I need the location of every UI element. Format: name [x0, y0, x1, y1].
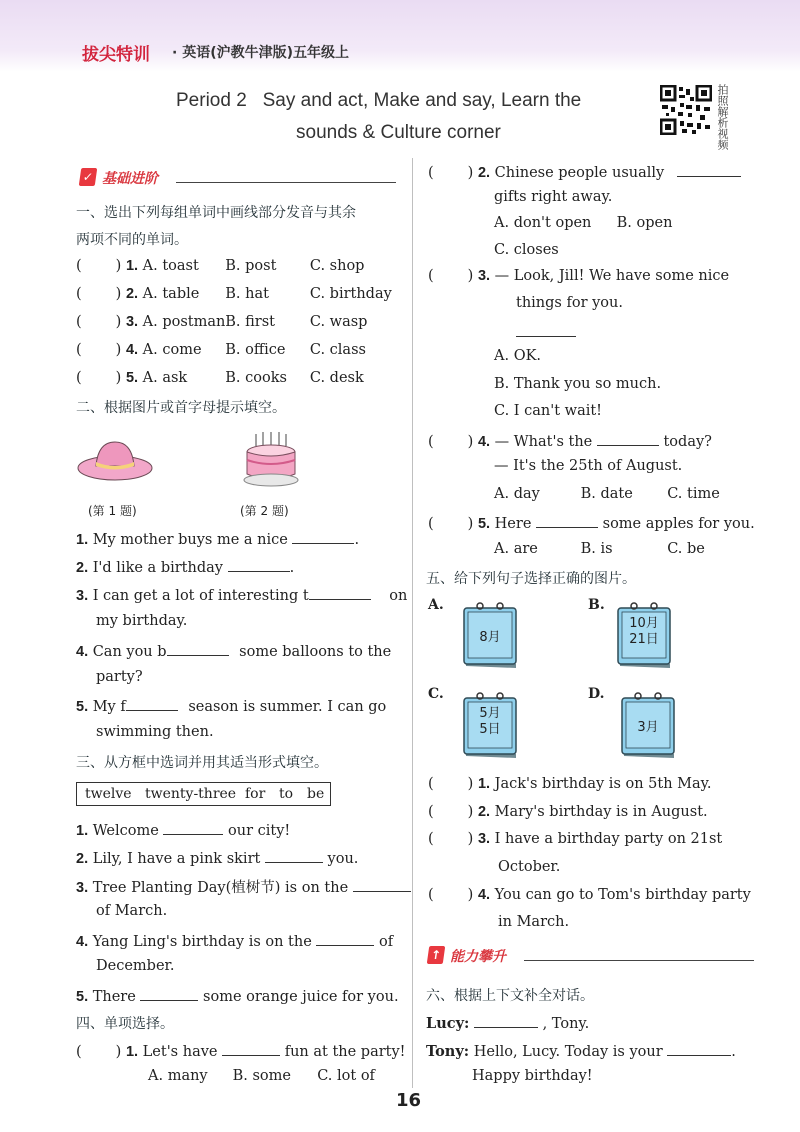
calendar-a-letter: A.	[428, 597, 444, 613]
q4-item-1-options: A. many B. some C. lot of	[148, 1068, 375, 1084]
q5-heading: 五、给下列句子选择正确的图片。	[426, 571, 636, 587]
calendar-a-month: 8月	[479, 630, 501, 645]
q3-sentence-2: 2. Lily, I have a pink skirt you.	[76, 848, 358, 867]
section-label: 基础进阶	[102, 171, 158, 187]
birthday-cake-icon	[242, 430, 300, 490]
q4-item-4-cont: — It's the 25th of August.	[494, 458, 683, 474]
calendar-b	[614, 600, 676, 670]
q6-line-tony: Tony: Hello, Lucy. Today is your .	[426, 1043, 736, 1060]
q5-sentence-1: ( ) 1. Jack's birthday is on 5th May.	[428, 776, 712, 792]
q2-sentence-5: 5. My f season is summer. I can go	[76, 696, 386, 715]
q3-sentence-1: 1. Welcome our city!	[76, 820, 290, 839]
answer-blank[interactable]	[316, 931, 374, 946]
banner-rule	[524, 960, 754, 961]
q3-sentence-3: 3. Tree Planting Day(植树节) is on the	[76, 876, 411, 897]
answer-blank[interactable]	[292, 529, 354, 544]
page-title-line2: sounds & Culture corner	[296, 122, 501, 143]
q2-sentence-4: 4. Can you b some balloons to the	[76, 641, 391, 660]
section-label: 能力攀升	[450, 949, 506, 965]
calendar-a	[460, 600, 522, 670]
calendar-c	[460, 690, 522, 760]
word-option: twelve	[85, 786, 132, 802]
page-title-line1: Period 2 Say and act, Make and say, Learn the	[176, 90, 582, 111]
q5-sentence-4-cont: in March.	[498, 914, 570, 930]
answer-blank[interactable]	[309, 585, 371, 600]
q1-item-1: ( ) 1. A. toast B. post C. shop	[76, 258, 365, 274]
q1-item-3: ( ) 3. A. postman B. first C. wasp	[76, 314, 368, 330]
answer-blank[interactable]	[222, 1041, 280, 1056]
q6-line-lucy: Lucy: , Tony.	[426, 1015, 590, 1032]
answer-blank[interactable]	[126, 696, 178, 711]
qr-caption: 拍照解析视频	[716, 84, 729, 150]
answer-blank[interactable]	[228, 557, 290, 572]
q6-heading: 六、根据上下文补全对话。	[426, 988, 594, 1004]
calendar-d-letter: D.	[588, 686, 605, 702]
q4-item-5-options: A. are B. is C. be	[494, 541, 705, 557]
calendar-c-month: 5月	[479, 706, 501, 721]
word-option: twenty-three	[145, 786, 237, 802]
section-banner-basic	[80, 168, 400, 190]
q4-item-3-option-a: A. OK.	[494, 348, 542, 364]
q5-sentence-4: ( ) 4. You can go to Tom's birthday party	[428, 887, 751, 903]
calendar-d-month: 3月	[637, 720, 659, 735]
q3-sentence-3-cont: of March.	[96, 903, 168, 919]
q4-item-3-option-b: B. Thank you so much.	[494, 376, 662, 392]
q4-item-2-option-c: C. closes	[494, 242, 559, 258]
q4-item-4-options: A. day B. date C. time	[494, 486, 720, 502]
word-box	[76, 782, 331, 806]
calendar-c-day: 5日	[479, 722, 501, 737]
q2-sentence-3: 3. I can get a lot of interesting t on	[76, 585, 407, 604]
q4-item-3: ( ) 3. — Look, Jill! We have some nice	[428, 268, 730, 284]
q4-item-4: ( ) 4. — What's the today?	[428, 431, 712, 450]
section-tag-icon: ✓	[79, 168, 98, 186]
answer-blank[interactable]	[667, 1041, 731, 1056]
calendar-d	[618, 690, 680, 760]
word-option: to	[279, 786, 294, 802]
q2-sentence-5-cont: swimming then.	[96, 724, 214, 740]
q3-sentence-5: 5. There some orange juice for you.	[76, 986, 399, 1005]
book-series: · 英语(沪教牛津版)五年级上	[172, 45, 349, 61]
q2-heading: 二、根据图片或首字母提示填空。	[76, 400, 286, 416]
sun-hat-icon	[76, 438, 154, 482]
banner-rule	[176, 182, 396, 183]
answer-blank[interactable]	[536, 513, 598, 528]
q3-sentence-4: 4. Yang Ling's birthday is on the of	[76, 931, 393, 950]
q4-item-2-cont: gifts right away.	[494, 189, 613, 205]
calendar-b-day: 21日	[629, 632, 659, 647]
q4-item-3-option-c: C. I can't wait!	[494, 403, 603, 419]
q4-item-2-options-ab: A. don't open B. open	[494, 215, 673, 231]
word-option: for	[245, 786, 266, 802]
answer-blank[interactable]	[140, 986, 198, 1001]
q5-sentence-3: ( ) 3. I have a birthday party on 21st	[428, 831, 723, 847]
q1-heading-line2: 两项不同的单词。	[76, 232, 188, 248]
q1-heading-line1: 一、选出下列每组单词中画线部分发音与其余	[76, 205, 356, 221]
section-banner-ability	[428, 946, 758, 968]
page-number: 16	[396, 1090, 422, 1111]
q4-item-2: ( ) 2. Chinese people usually	[428, 162, 741, 181]
q5-sentence-2: ( ) 2. Mary's birthday is in August.	[428, 804, 708, 820]
answer-blank[interactable]	[597, 431, 659, 446]
caption-2: (第 2 题)	[240, 504, 289, 518]
section-tag-icon: ↑	[427, 946, 446, 964]
q6-line-tony-cont: Happy birthday!	[472, 1068, 593, 1084]
q2-sentence-4-cont: party?	[96, 669, 143, 685]
calendar-c-letter: C.	[428, 686, 444, 702]
brand-logo: 拔尖特训	[82, 45, 150, 65]
q4-item-3-cont: things for you.	[516, 295, 623, 311]
q2-sentence-1: 1. My mother buys me a nice .	[76, 529, 359, 548]
answer-blank[interactable]	[163, 820, 223, 835]
q4-item-1: ( ) 1. Let's have fun at the party!	[76, 1041, 406, 1060]
answer-blank[interactable]	[677, 162, 741, 177]
q1-item-2: ( ) 2. A. table B. hat C. birthday	[76, 286, 392, 302]
answer-blank[interactable]	[474, 1013, 538, 1028]
calendar-b-letter: B.	[588, 597, 605, 613]
answer-blank[interactable]	[265, 848, 323, 863]
qr-code-icon[interactable]	[660, 85, 712, 135]
calendar-b-month: 10月	[629, 616, 659, 631]
q3-sentence-4-cont: December.	[96, 958, 175, 974]
q1-item-4: ( ) 4. A. come B. office C. class	[76, 342, 366, 358]
column-divider	[412, 158, 413, 1088]
caption-1: (第 1 题)	[88, 504, 137, 518]
q5-sentence-3-cont: October.	[498, 859, 561, 875]
q1-item-5: ( ) 5. A. ask B. cooks C. desk	[76, 370, 364, 386]
answer-blank[interactable]	[167, 641, 229, 656]
q4-heading: 四、单项选择。	[76, 1016, 174, 1032]
answer-blank[interactable]	[516, 322, 576, 337]
q4-item-5: ( ) 5. Here some apples for you.	[428, 513, 755, 532]
q3-heading: 三、从方框中选词并用其适当形式填空。	[76, 755, 328, 771]
q2-sentence-2: 2. I'd like a birthday .	[76, 557, 294, 576]
word-option: be	[307, 786, 325, 802]
answer-blank[interactable]	[353, 877, 411, 892]
q2-sentence-3-cont: my birthday.	[96, 613, 188, 629]
